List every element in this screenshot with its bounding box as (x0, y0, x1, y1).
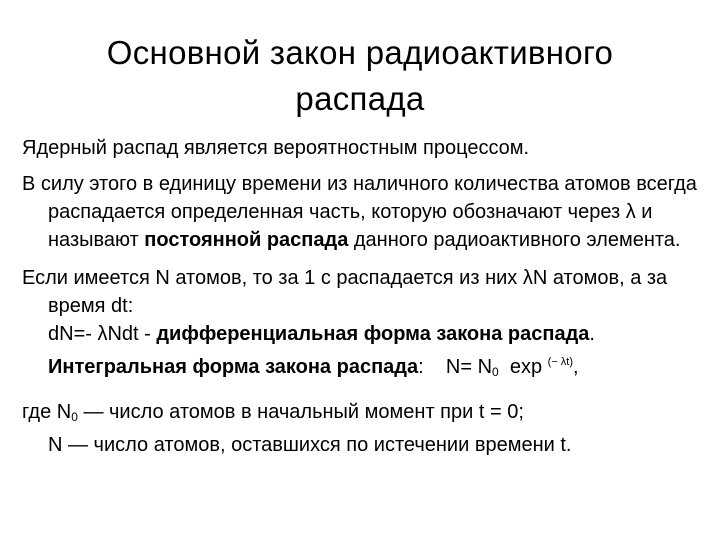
decay-constant-term: постоянной распада (144, 229, 349, 251)
paragraph-4-prefix: где N (22, 401, 72, 423)
paragraph-4-line-2: N — число атомов, оставшихся по истечении времени t. (48, 434, 572, 456)
integral-formula-exp: exp (509, 356, 543, 378)
paragraph-2-text: В силу этого в единицу времени из наличного количества атомов всегда распадается определенная часть, которую обозначают через λ и называют (22, 173, 697, 251)
title-line-2: распада (295, 80, 425, 117)
paragraph-4-line-1: — число атомов в начальный момент при t = 0; (77, 401, 524, 423)
integral-formula-lhs: N= N (445, 356, 493, 378)
differential-formula-end: . (589, 323, 595, 345)
slide-body (22, 134, 702, 459)
paragraph-2 (22, 170, 702, 254)
paragraph-4 (22, 398, 702, 459)
paragraph-3 (22, 264, 702, 386)
paragraph-2-tail: данного радиоактивного элемента. (348, 229, 681, 251)
differential-formula: dN=- λNdt - (48, 323, 157, 345)
paragraph-1: Ядерный распад является вероятностным процессом. (22, 137, 530, 159)
paragraph-4-subscript: 0 (71, 410, 78, 424)
integral-colon: : (418, 356, 424, 378)
integral-formula-end: , (573, 356, 579, 378)
slide-title (40, 30, 680, 122)
differential-form-label: дифференциальная форма закона распада (156, 323, 590, 345)
integral-formula-exponent: (− λt) (547, 356, 574, 368)
title-line-1: Основной закон радиоактивного (106, 34, 614, 71)
paragraph-3-intro: Если имеется N атомов, то за 1 с распадается из них λN атомов, а за время dt: (22, 267, 668, 317)
integral-formula-subscript: 0 (492, 365, 499, 379)
integral-form-label: Интегральная форма закона распада (48, 356, 419, 378)
